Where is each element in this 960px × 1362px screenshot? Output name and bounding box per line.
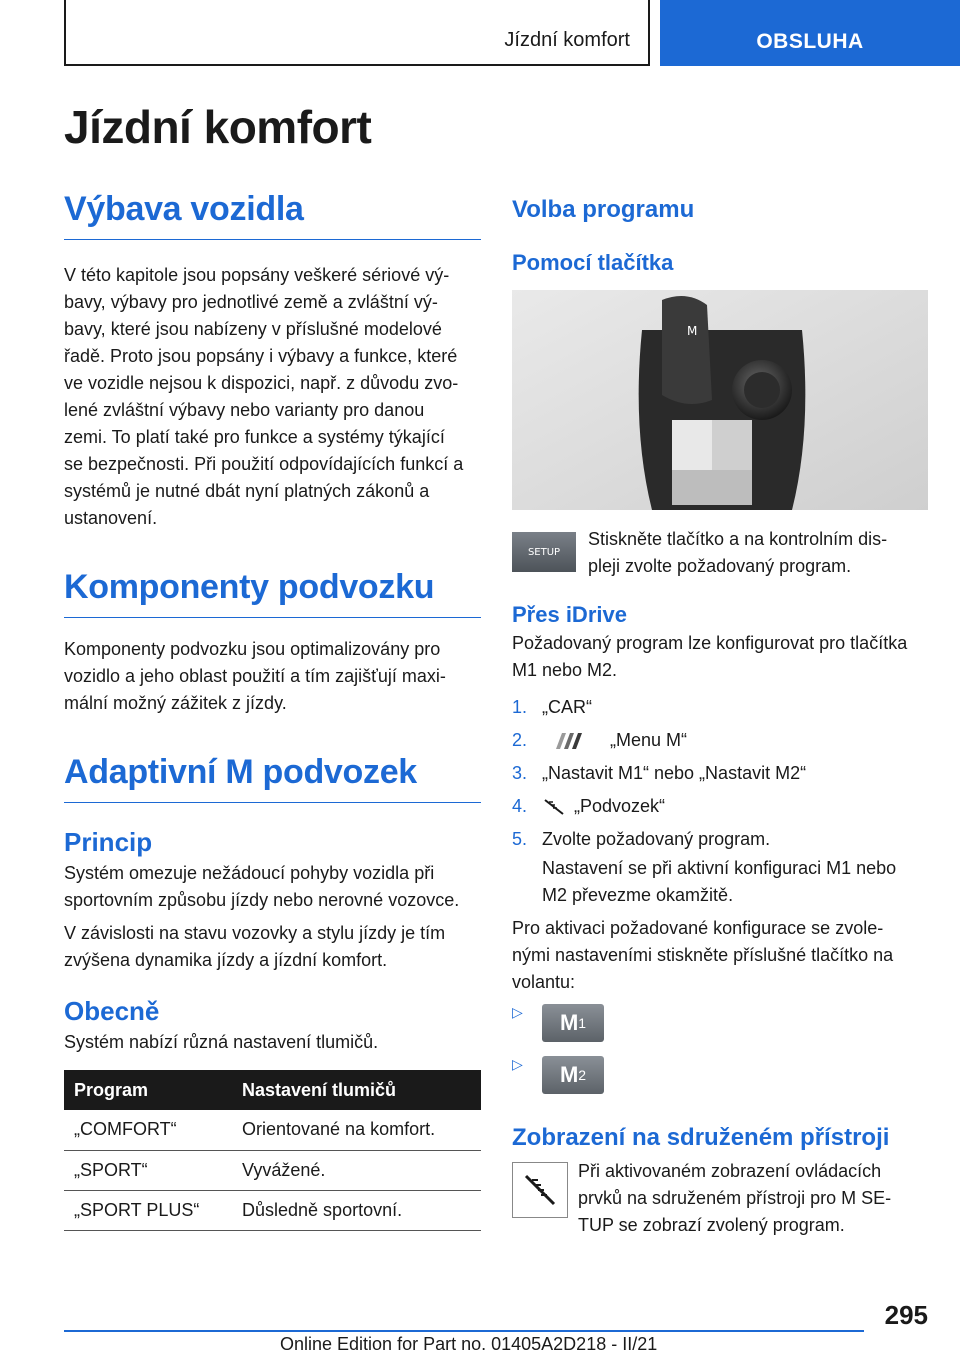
center-console-photo xyxy=(512,290,928,510)
table-header-program: Program xyxy=(64,1070,232,1110)
list-item: 4. „Podvozek“ xyxy=(512,796,666,816)
list-item: 3. „Nastavit M1“ nebo „Nastavit M2“ xyxy=(512,763,807,783)
princip-text-2: V závislosti na stavu vozovky a stylu jízdy je tím zvýšena dynamika jízdy a jízdní komfort. xyxy=(64,923,446,970)
heading-adaptivni: Adaptivní M podvozek xyxy=(64,753,481,803)
damper-table xyxy=(64,1070,481,1231)
heading-volba: Volba programu xyxy=(512,196,695,223)
header-section-box xyxy=(64,0,650,66)
table-row xyxy=(64,1190,481,1230)
table-cell: Vyvážené. xyxy=(232,1150,481,1190)
list-item: 5. Zvolte požadovaný program. xyxy=(512,829,771,849)
table-cell: „COMFORT“ xyxy=(64,1110,232,1150)
m-menu-icon xyxy=(548,731,598,751)
m2-button-icon: M 2 xyxy=(542,1056,604,1094)
footer-edition: Online Edition for Part no. 01405A2D218 - II/21 xyxy=(280,1334,658,1354)
list-item: 2. „Menu M“ xyxy=(512,730,688,750)
heading-obecne: Obecně xyxy=(64,996,160,1026)
setup-text: Stiskněte tlačítko a na kontrolním dis- pleji zvolte požadovaný program. xyxy=(588,529,888,576)
header-section-title: Jízdní komfort xyxy=(504,29,630,51)
list-item: 1. „CAR“ xyxy=(512,697,592,717)
header-chapter-label: OBSLUHA xyxy=(756,30,864,53)
page-number: 295 xyxy=(884,1300,928,1330)
right-column xyxy=(512,190,928,1239)
setup-button-icon: SETUP xyxy=(512,532,576,572)
table-header-nastaveni: Nastavení tlumičů xyxy=(232,1070,481,1110)
page-title: Jízdní komfort xyxy=(64,101,372,153)
cluster-instruction xyxy=(512,1162,928,1239)
table-cell: „SPORT“ xyxy=(64,1150,232,1190)
heading-vybava: Výbava vozidla xyxy=(64,190,481,240)
step5-note: Nastavení se při aktivní konfiguraci M1 nebo M2 převezme okamžitě. xyxy=(542,858,897,905)
setup-instruction xyxy=(512,529,928,580)
m1-button-icon: M 1 xyxy=(542,1004,604,1042)
table-cell: Důsledně sportovní. xyxy=(232,1190,481,1230)
vybava-text: V této kapitole jsou popsány veškeré sériové vý- bavy, výbavy pro jednotlivé země a zvláštní vý- bavy, které jsou nabízeny v příslušné modelové řadě. Proto jsou popsány i výbavy a funkce, které ve vozidle nejsou k dispozici, např. z důvodu zvo- lené zvláštní výbavy nebo varianty pro danou zemi. To platí také pro funkce a systémy týkající se bezpečnosti. Při použití odpovídajících funkcí a systémů je nutné dbát nyní platných zákonů a ustanovení. xyxy=(64,265,464,528)
m1-item xyxy=(512,1004,928,1042)
heading-komponenty: Komponenty podvozku xyxy=(64,568,481,618)
idrive-text: Požadovaný program lze konfigurovat pro tlačítka M1 nebo M2. xyxy=(512,633,908,680)
komponenty-text: Komponenty podvozku jsou optimalizovány pro vozidlo a jeho oblast použití a tím zajišťují maxi- mální možný zážitek z jízdy. xyxy=(64,639,446,713)
table-row xyxy=(64,1150,481,1190)
footer-divider xyxy=(64,1330,864,1332)
heading-pomoci: Pomocí tlačítka xyxy=(512,250,674,275)
header-chapter-tab xyxy=(660,0,960,66)
steps-list xyxy=(512,694,928,909)
svg-text:M: M xyxy=(687,324,698,338)
princip-text-1: Systém omezuje nežádoucí pohyby vozidla při sportovním způsobu jízdy nebo nerovné vozovce. xyxy=(64,863,460,910)
heading-cluster: Zobrazení na sdruženém přístroji xyxy=(512,1124,890,1151)
obecne-text: Systém nabízí různá nastavení tlumičů. xyxy=(64,1032,379,1052)
cluster-text: Při aktivovaném zobrazení ovládacích prvků na sdruženém přístroji pro M SE- TUP se zobrazí zvolený program. xyxy=(578,1161,892,1235)
left-column xyxy=(64,190,481,1231)
table-cell: Orientované na komfort. xyxy=(232,1110,481,1150)
suspension-display-icon xyxy=(512,1162,568,1218)
table-cell: „SPORT PLUS“ xyxy=(64,1190,232,1230)
suspension-icon xyxy=(542,797,566,817)
bullet-triangle-icon: ▷ xyxy=(512,1004,523,1020)
bullet-triangle-icon: ▷ xyxy=(512,1056,523,1072)
heading-princip: Princip xyxy=(64,827,153,857)
activate-text: Pro aktivaci požadované konfigurace se zvole- nými nastaveními stiskněte příslušné tlačítko na volantu: xyxy=(512,918,894,992)
heading-idrive: Přes iDrive xyxy=(512,602,627,627)
m2-item xyxy=(512,1056,928,1094)
table-row xyxy=(64,1110,481,1150)
